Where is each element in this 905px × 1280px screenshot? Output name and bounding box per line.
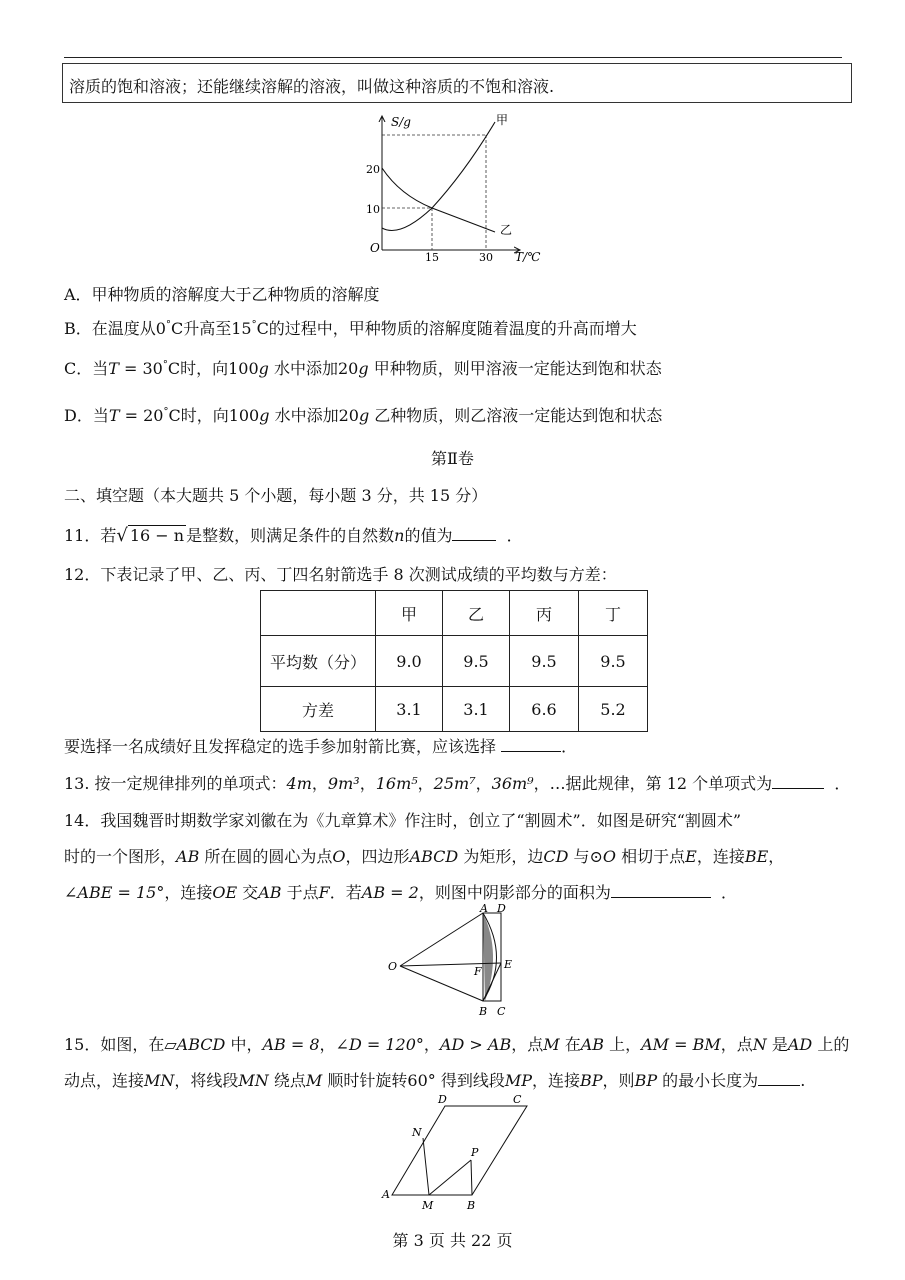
x-axis-label: T/℃ [515,250,541,264]
boxed-text [62,63,852,103]
q12-answer-blank[interactable] [501,737,561,752]
y-axis-label: S/g [391,115,411,129]
parallelogram-abcd [392,1106,527,1195]
y-tick-10: 10 [366,203,380,216]
q11-answer-blank[interactable] [452,526,496,541]
option-d: D．当T = 20°C时，向100g 水中添加20g 乙种物质，则乙溶液一定能达到饱和状态 [64,406,663,425]
q14-answer-blank[interactable] [611,883,711,898]
label-e: E [504,958,513,971]
table-header-row [261,591,648,636]
question-14-line1: 14．我国魏晋时期数学家刘徽在为《九章算术》作注时，创立了“割圆术”．如图是研究“割圆术” [64,811,742,830]
table-header-cell [261,591,376,636]
table-cell: 3.1 [376,687,443,732]
header-rule [64,57,842,58]
table-cell: 方差 [261,687,376,732]
page-footer: 第 3 页 共 22 页 [392,1231,513,1250]
table-cell: 9.5 [510,636,579,687]
table-cell: 平均数（分） [261,636,376,687]
table-row [261,687,648,732]
q13-answer-blank[interactable] [772,774,824,789]
fill-heading: 二、填空题（本大题共 5 个小题，每小题 3 分，共 15 分） [64,486,488,505]
table-cell: 3.1 [443,687,510,732]
label-f: F [474,965,482,978]
label-d: D [438,1093,447,1106]
option-c: C．当T = 30°C时，向100g 水中添加20g 甲种物质，则甲溶液一定能达到饱和状态 [64,359,662,378]
question-12-stem: 12．下表记录了甲、乙、丙、丁四名射箭选手 8 次测试成绩的平均数与方差： [64,565,617,584]
question-15-line2: 动点，连接MN，将线段MN 绕点M 顺时针旋转60° 得到线段MP，连接BP，则BP 的最小长度为 . [64,1071,806,1090]
shaded-region [483,913,493,1001]
question-12-follow: 要选择一名成绩好且发挥稳定的选手参加射箭比赛，应该选择 ． [64,737,578,756]
question-11: 11．若√ 16 − n 是整数，则满足条件的自然数n的值为 ． [64,525,523,546]
table-cell: 9.0 [376,636,443,687]
curve-jia-label: 甲 [496,113,509,127]
x-tick-30: 30 [479,251,493,264]
table-cell: 5.2 [579,687,648,732]
boxed-text-content: 溶质的饱和溶液；还能继续溶解的溶液，叫做这种溶质的不饱和溶液. [69,77,555,96]
solubility-graph [355,110,555,265]
y-tick-20: 20 [366,163,380,176]
table-header-cell: 丁 [579,591,648,636]
table-header-cell: 乙 [443,591,510,636]
curve-jia [382,122,495,231]
label-p: P [471,1146,479,1159]
circle-segment-figure [384,903,524,1023]
question-13: 13. 按一定规律排列的单项式：4m，9m³，16m⁵，25m⁷，36m⁹，…据此规律，第 12 个单项式为 ． [64,774,851,793]
table-cell: 6.6 [510,687,579,732]
question-14-line3: ∠ABE = 15°，连接OE 交AB 于点F．若AB = 2，则图中阴影部分的面积为 ． [64,883,738,902]
x-tick-15: 15 [425,251,439,264]
question-14-line2: 时的一个图形，AB 所在圆的圆心为点O，四边形ABCD 为矩形，边CD 与⊙O 相切于点E，连接BE， [64,847,785,866]
label-a: A [382,1188,390,1201]
curve-yi-label: 乙 [500,223,513,237]
label-c: C [497,1005,506,1018]
origin-label: O [370,241,380,255]
label-b: B [467,1199,476,1212]
table-cell: 9.5 [579,636,648,687]
label-o: O [388,960,398,973]
label-b: B [479,1005,488,1018]
table-row [261,636,648,687]
label-a: A [480,903,488,915]
label-c: C [513,1093,522,1106]
section-title: 第Ⅱ卷 [431,449,474,468]
option-a: A．甲种物质的溶解度大于乙种物质的溶解度 [64,285,380,304]
parallelogram-figure [375,1092,550,1214]
table-header-cell: 甲 [376,591,443,636]
table-cell: 9.5 [443,636,510,687]
score-table [260,590,648,732]
label-n: N [412,1126,422,1139]
question-15-line1: 15．如图，在▱ABCD 中，AB = 8，∠D = 120°，AD > AB，点M 在AB 上，AM = BM，点N 是AD 上的 [64,1035,850,1054]
option-b: B．在温度从0°C升高至15°C的过程中，甲种物质的溶解度随着温度的升高而增大 [64,319,637,338]
label-m: M [422,1199,434,1212]
table-header-cell: 丙 [510,591,579,636]
q15-answer-blank[interactable] [758,1071,800,1086]
label-d: D [497,903,506,915]
